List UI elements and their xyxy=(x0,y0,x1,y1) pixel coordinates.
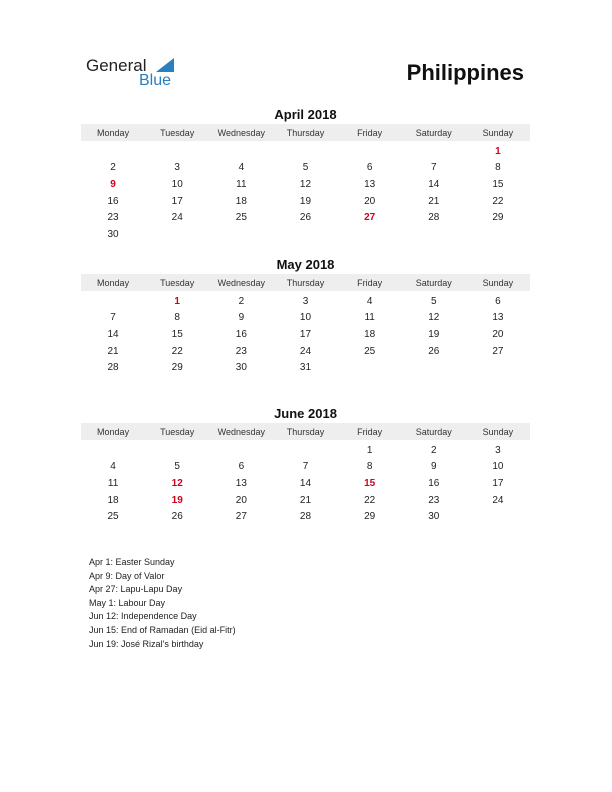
day-cell: 12 xyxy=(171,477,183,489)
day-cell: 31 xyxy=(299,362,312,374)
day-cell: 7 xyxy=(110,312,116,324)
day-cell: 27 xyxy=(492,345,504,357)
day-cell: 9 xyxy=(110,178,116,190)
week-row xyxy=(81,508,530,525)
day-cell: 18 xyxy=(235,195,247,207)
day-cell: 14 xyxy=(428,178,440,190)
logo-triangle-icon xyxy=(156,58,174,72)
weekday-header-row xyxy=(81,124,530,141)
day-cell: 20 xyxy=(235,494,247,506)
holiday-list-item: Apr 1: Easter Sunday xyxy=(89,557,175,567)
weekday-label: Sunday xyxy=(482,426,514,437)
month-grid xyxy=(81,143,530,243)
weekday-label: Saturday xyxy=(415,127,452,138)
weekday-label: Monday xyxy=(97,127,130,138)
day-cell: 28 xyxy=(299,511,312,523)
country-title: Philippines xyxy=(406,60,524,85)
day-cell: 10 xyxy=(299,312,312,324)
day-cell: 13 xyxy=(364,178,376,190)
day-cell: 25 xyxy=(235,212,247,224)
day-cell: 19 xyxy=(171,494,183,506)
day-cell: 24 xyxy=(171,212,183,224)
day-cell: 23 xyxy=(107,212,119,224)
week-row xyxy=(81,359,530,376)
holiday-list-item: Apr 9: Day of Valor xyxy=(89,570,165,581)
day-cell: 3 xyxy=(302,295,309,307)
weekday-label: Sunday xyxy=(482,277,514,288)
day-cell: 21 xyxy=(107,345,119,357)
day-cell: 29 xyxy=(492,212,504,224)
day-cell: 23 xyxy=(428,494,440,506)
day-cell: 29 xyxy=(171,362,183,374)
day-cell: 23 xyxy=(235,345,247,357)
day-cell: 1 xyxy=(366,444,373,456)
holiday-list-item: Jun 15: End of Ramadan (Eid al-Fitr) xyxy=(89,624,236,635)
day-cell: 17 xyxy=(299,328,312,340)
day-cell: 13 xyxy=(492,312,504,324)
day-cell: 10 xyxy=(492,461,504,473)
day-cell: 3 xyxy=(495,444,501,456)
day-cell: 17 xyxy=(492,477,504,489)
day-cell: 8 xyxy=(495,162,501,174)
day-cell: 5 xyxy=(302,162,309,174)
weekday-label: Sunday xyxy=(482,127,514,138)
day-cell: 11 xyxy=(236,178,247,190)
day-cell: 22 xyxy=(492,195,504,207)
day-cell: 22 xyxy=(364,494,376,506)
week-row xyxy=(81,209,530,226)
weekday-label: Thursday xyxy=(286,127,325,138)
day-cell: 18 xyxy=(107,494,119,506)
week-row xyxy=(81,293,530,310)
day-cell: 2 xyxy=(110,162,116,174)
day-cell: 10 xyxy=(171,178,183,190)
weekday-label: Wednesday xyxy=(217,127,266,138)
day-cell: 30 xyxy=(428,511,440,523)
month-may xyxy=(81,256,530,376)
day-cell: 29 xyxy=(364,511,376,523)
weekday-label: Saturday xyxy=(415,277,452,288)
day-cell: 25 xyxy=(107,511,119,523)
weekday-label: Thursday xyxy=(286,426,325,437)
day-cell: 15 xyxy=(171,328,183,340)
week-row xyxy=(81,343,530,360)
day-cell: 7 xyxy=(430,162,437,174)
holiday-list xyxy=(89,556,236,651)
weekday-label: Wednesday xyxy=(217,426,266,437)
day-cell: 9 xyxy=(238,312,245,324)
week-row xyxy=(81,193,530,210)
day-cell: 1 xyxy=(495,145,501,157)
month-grid xyxy=(81,442,530,525)
day-cell: 30 xyxy=(107,228,119,240)
week-row xyxy=(81,176,530,193)
day-cell: 28 xyxy=(107,362,119,374)
day-cell: 9 xyxy=(430,461,437,473)
day-cell: 11 xyxy=(364,312,375,324)
day-cell: 19 xyxy=(299,195,312,207)
month-title: May 2018 xyxy=(276,257,335,272)
day-cell: 12 xyxy=(299,178,312,190)
day-cell: 15 xyxy=(364,477,376,489)
day-cell: 5 xyxy=(430,295,437,307)
week-row xyxy=(81,475,530,492)
day-cell: 5 xyxy=(174,461,180,473)
day-cell: 12 xyxy=(428,312,440,324)
day-cell: 22 xyxy=(171,345,183,357)
day-cell: 8 xyxy=(174,312,180,324)
day-cell: 13 xyxy=(235,477,247,489)
day-cell: 3 xyxy=(174,162,180,174)
day-cell: 2 xyxy=(430,444,437,456)
day-cell: 6 xyxy=(495,295,501,307)
day-cell: 21 xyxy=(299,494,312,506)
day-cell: 15 xyxy=(492,178,504,190)
day-cell: 18 xyxy=(364,328,376,340)
day-cell: 4 xyxy=(110,461,116,473)
day-cell: 6 xyxy=(238,461,245,473)
day-cell: 14 xyxy=(299,477,312,489)
logo-general-text: General xyxy=(86,56,147,75)
weekday-label: Friday xyxy=(357,127,383,138)
week-row xyxy=(81,310,530,327)
day-cell: 20 xyxy=(492,328,504,340)
weekday-label: Thursday xyxy=(286,277,325,288)
weekday-label: Saturday xyxy=(415,426,452,437)
day-cell: 2 xyxy=(238,295,245,307)
month-april xyxy=(81,106,530,243)
holiday-list-item: Jun 19: José Rizal’s birthday xyxy=(89,638,204,649)
day-cell: 26 xyxy=(428,345,440,357)
month-grid xyxy=(81,293,530,376)
week-row xyxy=(81,459,530,476)
weekday-label: Friday xyxy=(357,426,383,437)
day-cell: 24 xyxy=(492,494,504,506)
day-cell: 6 xyxy=(366,162,373,174)
day-cell: 14 xyxy=(107,328,119,340)
day-cell: 28 xyxy=(428,212,440,224)
day-cell: 16 xyxy=(235,328,247,340)
generalblue-logo xyxy=(86,56,186,92)
holiday-list-item: Jun 12: Independence Day xyxy=(89,611,197,622)
weekday-label: Tuesday xyxy=(160,426,195,437)
day-cell: 21 xyxy=(428,195,440,207)
day-cell: 11 xyxy=(107,477,119,489)
day-cell: 8 xyxy=(366,461,373,473)
day-cell: 26 xyxy=(299,212,312,224)
month-june xyxy=(81,405,530,525)
day-cell: 16 xyxy=(107,195,119,207)
week-row xyxy=(81,326,530,343)
weekday-label: Monday xyxy=(97,277,130,288)
week-row xyxy=(81,160,530,177)
day-cell: 19 xyxy=(428,328,440,340)
day-cell: 1 xyxy=(174,295,180,307)
day-cell: 27 xyxy=(235,511,247,523)
weekday-label: Friday xyxy=(357,277,383,288)
day-cell: 20 xyxy=(364,195,376,207)
weekday-label: Tuesday xyxy=(160,277,195,288)
weekday-label: Monday xyxy=(97,426,130,437)
month-title: June 2018 xyxy=(274,406,337,421)
week-row xyxy=(81,143,530,160)
week-row xyxy=(81,226,530,243)
day-cell: 16 xyxy=(428,477,440,489)
weekday-header-row xyxy=(81,423,530,440)
day-cell: 4 xyxy=(366,295,373,307)
holiday-list-item: Apr 27: Lapu-Lapu Day xyxy=(89,584,183,595)
month-title: April 2018 xyxy=(274,107,337,122)
weekday-header-row xyxy=(81,274,530,291)
day-cell: 4 xyxy=(238,162,245,174)
day-cell: 25 xyxy=(364,345,376,357)
weekday-label: Tuesday xyxy=(160,127,195,138)
logo-blue-text: Blue xyxy=(139,72,172,89)
day-cell: 30 xyxy=(235,362,247,374)
week-row xyxy=(81,442,530,459)
day-cell: 27 xyxy=(364,212,376,224)
day-cell: 26 xyxy=(171,511,183,523)
day-cell: 7 xyxy=(302,461,309,473)
day-cell: 17 xyxy=(171,195,183,207)
holiday-list-item: May 1: Labour Day xyxy=(89,597,166,608)
day-cell: 24 xyxy=(299,345,312,357)
week-row xyxy=(81,492,530,509)
weekday-label: Wednesday xyxy=(217,277,266,288)
